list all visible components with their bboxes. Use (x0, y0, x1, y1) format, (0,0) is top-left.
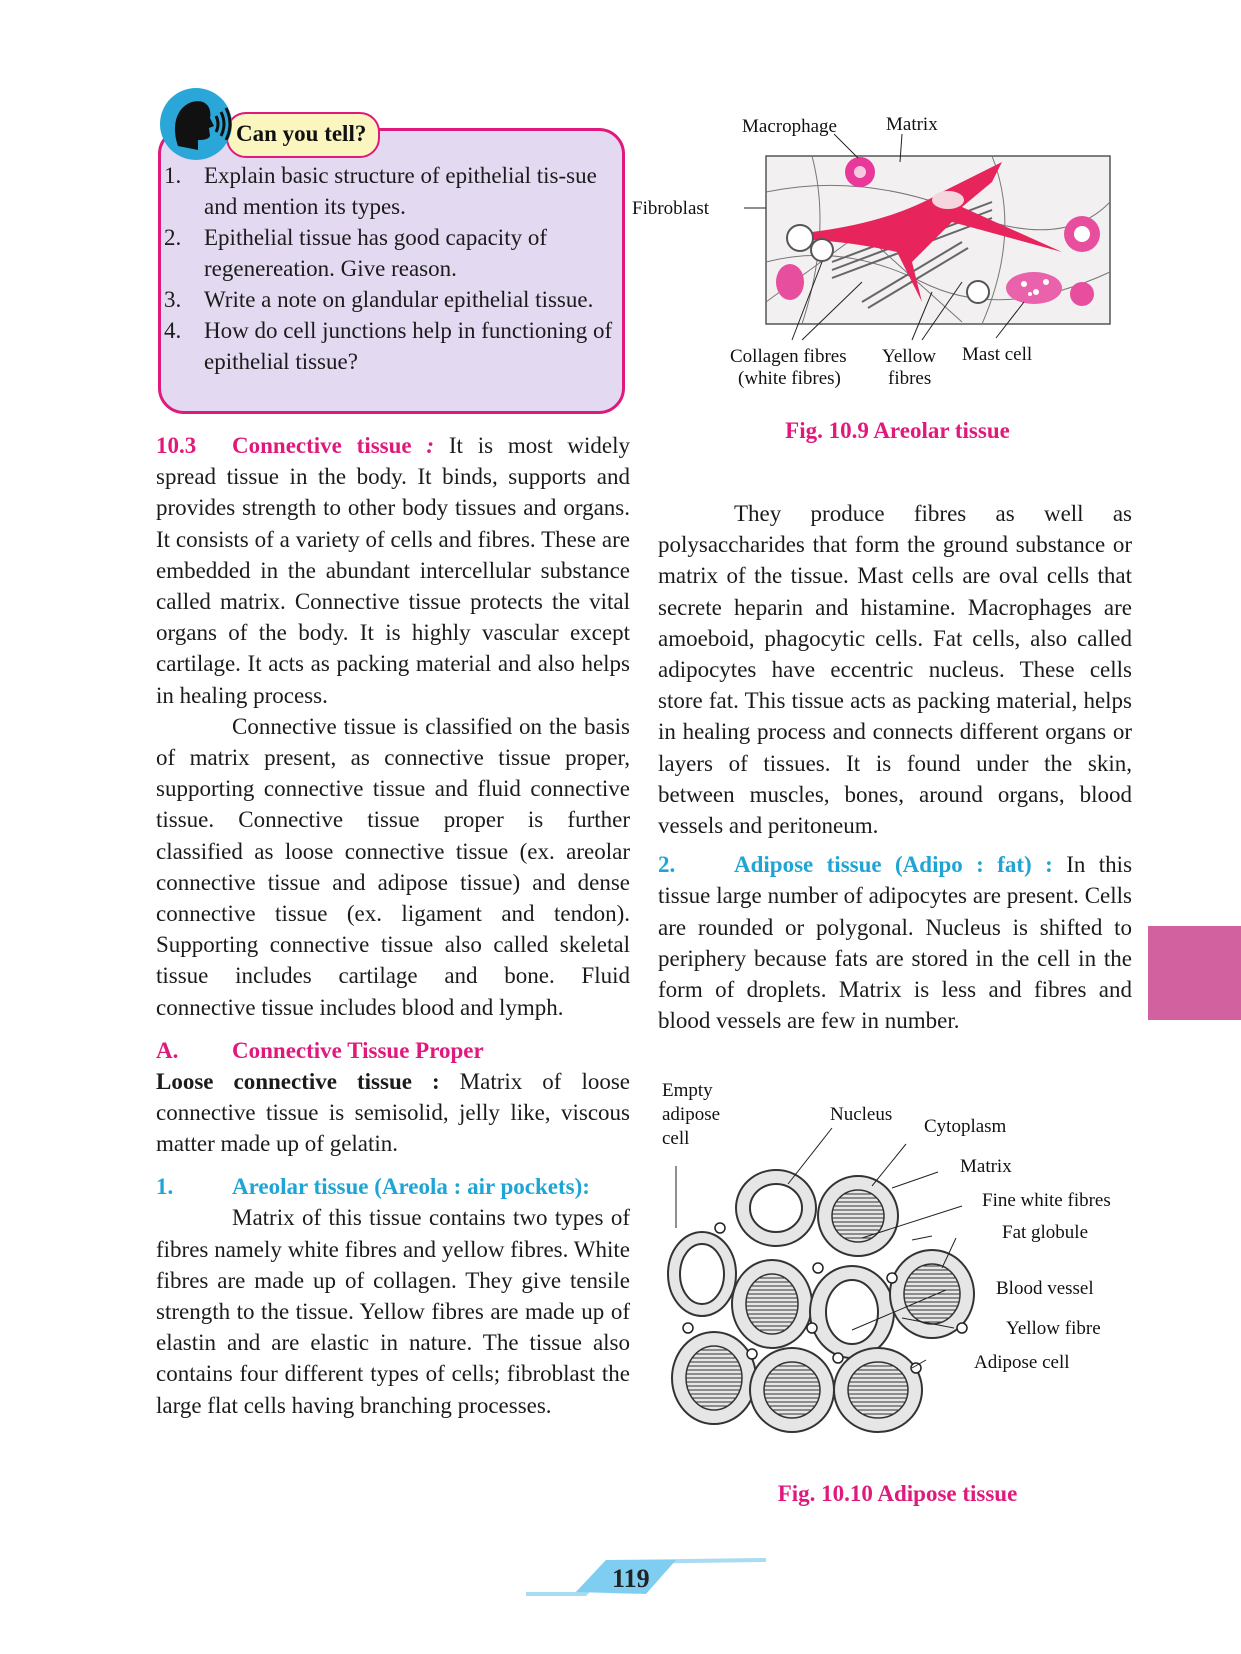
label-fine-white-fibres: Fine white fibres (982, 1190, 1111, 1211)
adipose-tissue-figure (662, 1080, 1132, 1468)
subsection-a-heading: A. Connective Tissue Proper (156, 1037, 484, 1063)
label-collagen-2: (white fibres) (738, 368, 841, 389)
label-mast-cell: Mast cell (962, 344, 1033, 365)
question-item: 2. Epithelial tissue has good capacity of regenereation. Give reason. (164, 225, 547, 281)
section-10-3 (156, 430, 630, 711)
label-fibroblast: Fibroblast (632, 198, 710, 219)
can-you-tell-title: Can you tell? (226, 112, 380, 158)
right-column (658, 498, 1132, 1036)
label-yellow-2: fibres (888, 368, 932, 389)
label-nucleus: Nucleus (830, 1104, 893, 1125)
speaking-head-icon (158, 86, 234, 162)
page-number-badge (516, 1550, 766, 1600)
label-fat-globule: Fat globule (1002, 1222, 1089, 1243)
page-number: 119 (612, 1564, 650, 1593)
question-item: 1. Explain basic structure of epithelial tis-sue and mention its types. (164, 163, 597, 219)
label-empty-1: Empty (662, 1080, 713, 1101)
label-cytoplasm: Cytoplasm (924, 1116, 1007, 1137)
label-yellow-1: Yellow (882, 346, 937, 367)
label-collagen-1: Collagen fibres (730, 346, 847, 367)
label-adipose-cell: Adipose cell (974, 1352, 1070, 1373)
label-macrophage: Macrophage (742, 116, 837, 137)
label-matrix: Matrix (886, 114, 938, 135)
loose-connective-paragraph: Loose connective tissue : Matrix of loose connective tissue is semisolid, jelly like, viscous matter made up of gelatin. (156, 1068, 631, 1157)
label-matrix: Matrix (960, 1156, 1012, 1177)
section-para-1: It is most widely spread tissue in the body. It binds, supports and provides strength to other body tissues and organs. It consists of a variety of cells and fibres. These are embedded in the abundant intercellular substance called matrix. Connective tissue protects the vital organs of the body. It is highly vascular except cartilage. It acts as packing material and also helps in healing process. (156, 433, 630, 708)
figure-10-10-caption: Fig. 10.10 Adipose tissue (777, 1481, 1018, 1506)
section-para-2: Connective tissue is classified on the basis of matrix present, as connective tissue proper, supporting connective tissue and fluid connective tissue. Connective tissue proper is further classified as loose connective tissue (ex. areolar connective tissue and adipose tissue) and dense connective tissue (ex. ligament and tendon). Supporting connective tissue also called skeletal tissue includes cartilage and bone. Fluid connective tissue includes blood and lymph. (156, 713, 630, 1020)
label-empty-2: adipose (662, 1104, 721, 1125)
adipose-paragraph: 2. Adipose tissue (Adipo : fat) : In this tissue large number of adipocytes are present. Cells are rounded or polygonal. Nucleus is shifted to periphery because fats are stored in the cell in the form of droplets. Matrix is less and fibres and blood vessels are few in number. (658, 852, 1133, 1034)
question-item: 4. How do cell junctions help in functioning of epithelial tissue? (164, 318, 613, 374)
can-you-tell-questions (162, 160, 622, 377)
areolar-paragraph: Matrix of this tissue contains two types of fibres namely white fibres and yellow fibres. White fibres are made up of collagen. They give tensile strength to the tissue. Yellow fibres are made up of elastin and are elastic in nature. The tissue also contains four different types of cells; fibroblast the large flat cells having branching processes. (156, 1205, 630, 1418)
section-number: 10.3 (156, 433, 197, 458)
section-colon: : (426, 433, 435, 458)
label-blood-vessel: Blood vessel (996, 1278, 1094, 1299)
left-column (156, 430, 630, 1421)
areolar-heading: 1. Areolar tissue (Areola : air pockets): (156, 1174, 590, 1200)
chapter-side-tab (1148, 926, 1241, 1020)
areolar-tissue-figure (632, 112, 1130, 397)
section-title: Connective tissue (232, 433, 412, 458)
label-empty-3: cell (662, 1128, 690, 1149)
question-item: 3. Write a note on glandular epithelial tissue. (164, 287, 594, 312)
figure-10-9-caption: Fig. 10.9 Areolar tissue (785, 418, 1010, 443)
label-yellow-fibre: Yellow fibre (1006, 1318, 1101, 1339)
right-paragraph: They produce fibres as well as polysaccharides that form the ground substance or matrix of the tissue. Mast cells are oval cells that secrete heparin and histamine. Macrophages are amoeboid, phagocytic cells. Fat cells, also called adipocytes have eccentric nucleus. These cells store fat. This tissue acts as packing material, helps in healing process and connects different organs or layers of tissues. It is found under the skin, between muscles, bones, around organs, blood vessels and peritoneum. (658, 501, 1132, 839)
